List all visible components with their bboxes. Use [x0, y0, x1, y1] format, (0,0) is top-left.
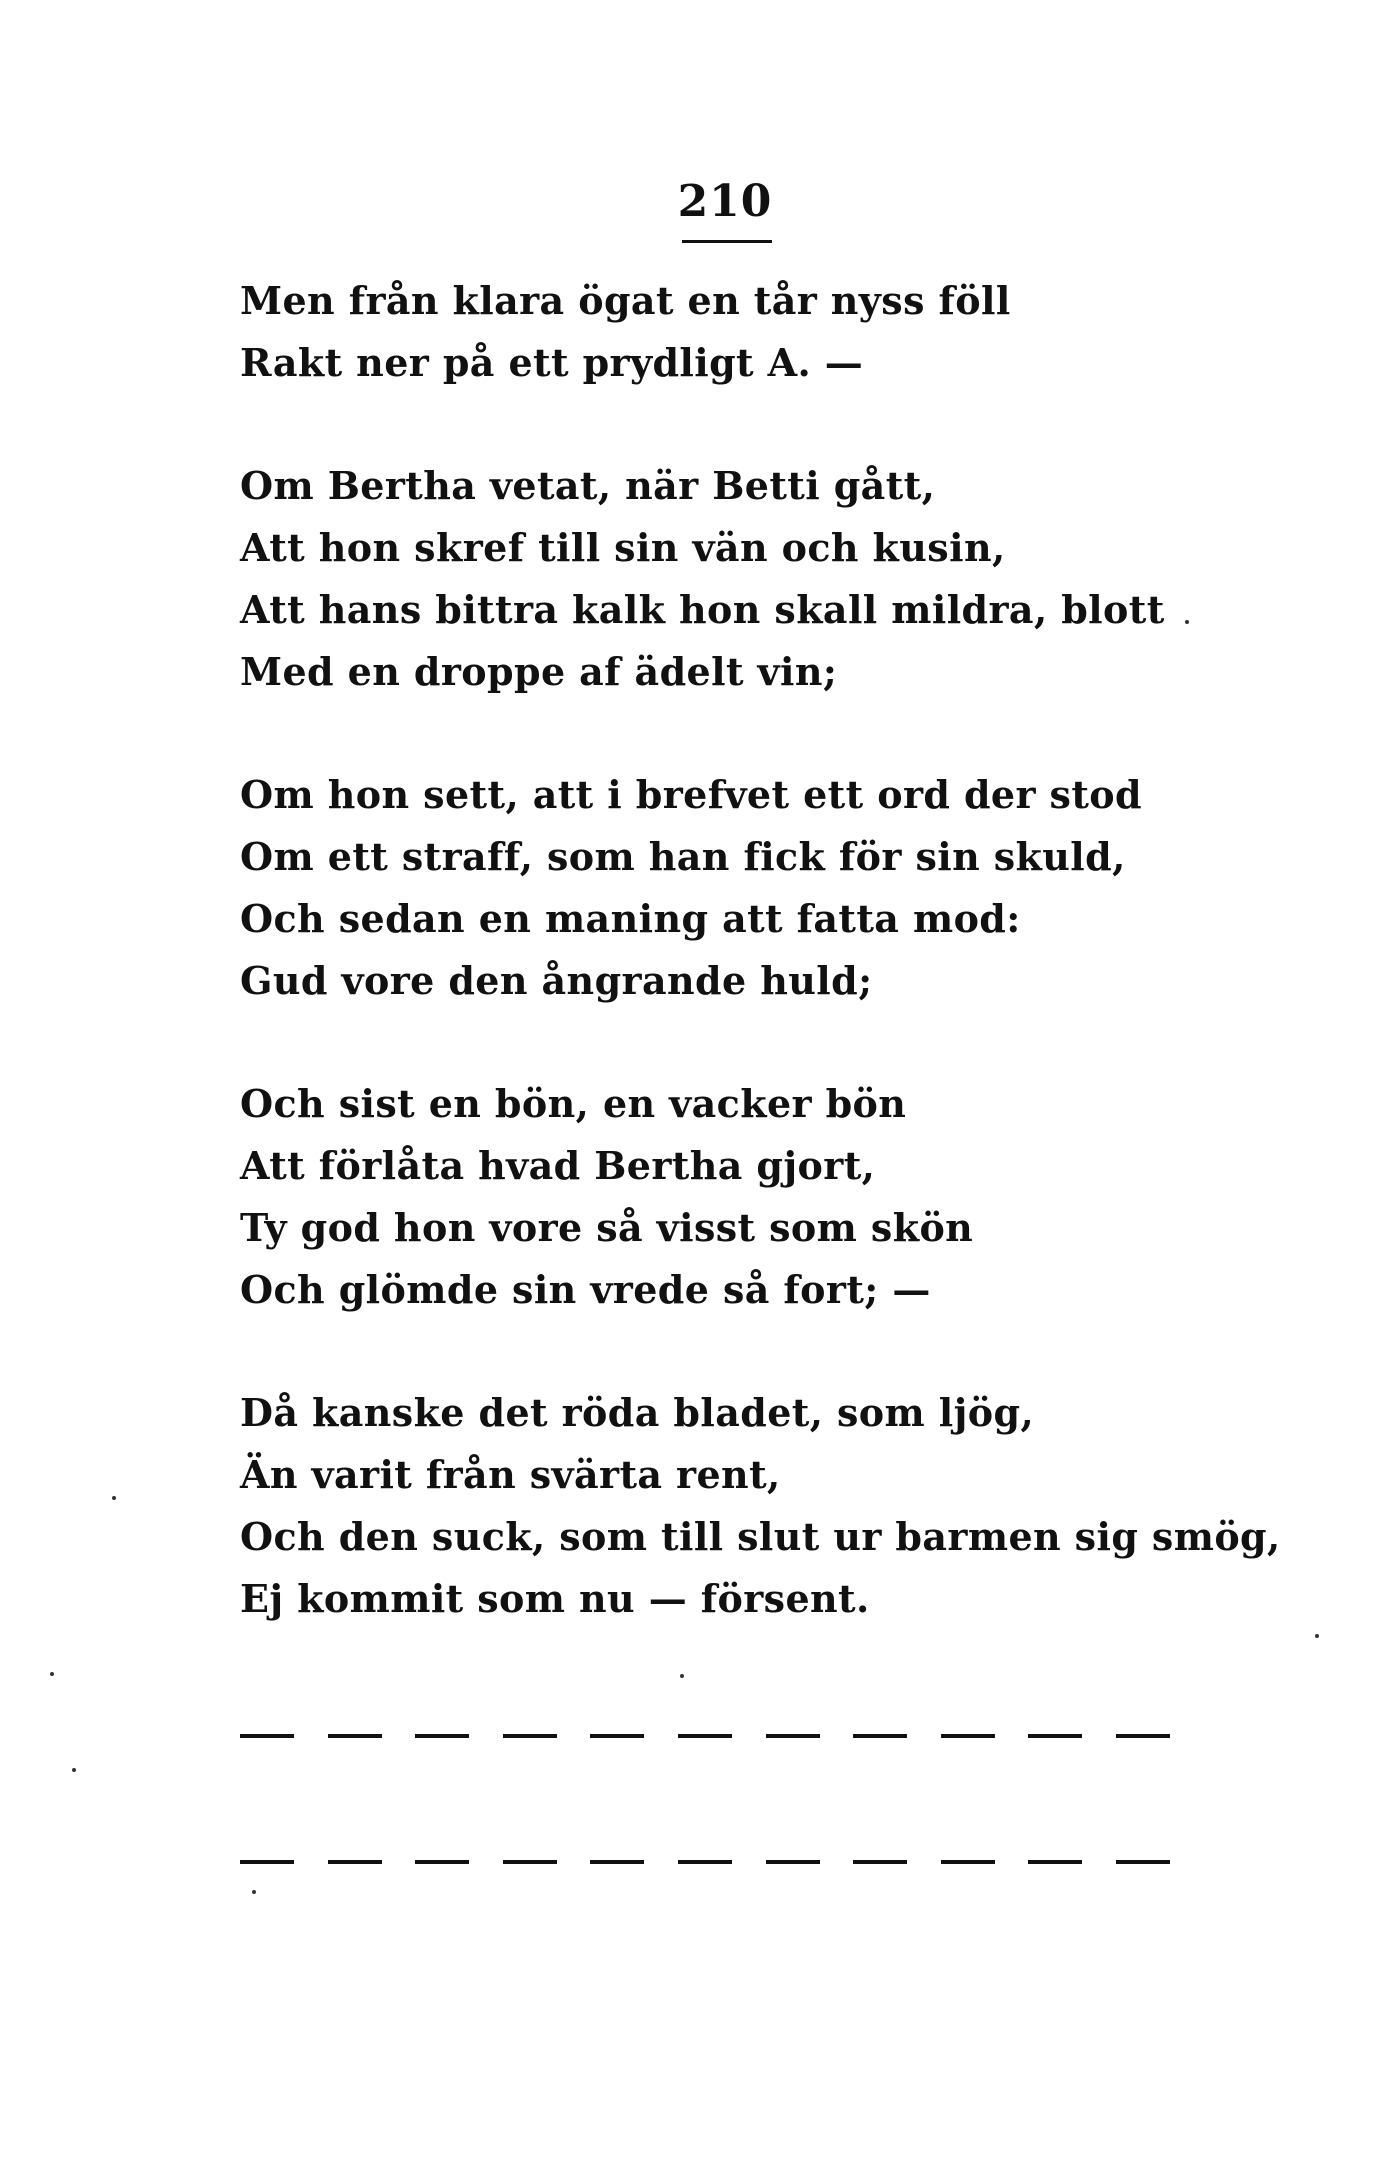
poem-line: Om hon sett, att i brefvet ett ord der stod: [240, 772, 1143, 817]
dash-mark: [1116, 1734, 1170, 1738]
poem-line: Om ett straff, som han fick för sin skuld,: [240, 834, 1126, 879]
stanza-2: [240, 455, 1240, 703]
dash-mark: [415, 1860, 469, 1864]
dash-mark: [503, 1860, 557, 1864]
poem-line: Att hon skref till sin vän och kusin,: [240, 525, 1006, 570]
print-speck: [1185, 620, 1189, 624]
dash-mark: [1116, 1860, 1170, 1864]
poem-line: Och glömde sin vrede så fort; —: [240, 1267, 931, 1312]
poem-line: Men från klara ögat en tår nyss föll: [240, 278, 1011, 323]
poem-line: Rakt ner på ett prydligt A. —: [240, 340, 864, 385]
page-number-underline: [682, 240, 772, 243]
print-speck: [680, 1674, 684, 1678]
dash-mark: [240, 1860, 294, 1864]
dash-mark: [678, 1734, 732, 1738]
dash-mark: [1028, 1860, 1082, 1864]
print-speck: [252, 1890, 256, 1894]
poem-line: Om Bertha vetat, när Betti gått,: [240, 463, 936, 508]
print-speck: [50, 1672, 54, 1676]
poem-line: Med en droppe af ädelt vin;: [240, 649, 838, 694]
ellipsis-dash-row: [240, 1860, 1170, 1864]
poem-line: Ty god hon vore så visst som skön: [240, 1205, 974, 1250]
stanza-5: [240, 1382, 1281, 1630]
poem-line: Och sedan en maning att fatta mod:: [240, 896, 1021, 941]
poem-line: Gud vore den ångrande huld;: [240, 958, 873, 1003]
poem-line: Än varit från svärta rent,: [240, 1452, 781, 1497]
ellipsis-dash-row: [240, 1734, 1170, 1738]
print-speck: [112, 1496, 116, 1500]
dash-mark: [503, 1734, 557, 1738]
dash-mark: [941, 1860, 995, 1864]
dash-mark: [766, 1860, 820, 1864]
poem-line: Ej kommit som nu — försent.: [240, 1576, 870, 1621]
poem-line: Och den suck, som till slut ur barmen sig smög,: [240, 1514, 1281, 1559]
dash-mark: [766, 1734, 820, 1738]
dash-mark: [941, 1734, 995, 1738]
dash-mark: [590, 1860, 644, 1864]
dash-mark: [590, 1734, 644, 1738]
print-speck: [72, 1768, 76, 1772]
stanza-3: [240, 764, 1240, 1012]
dash-mark: [328, 1860, 382, 1864]
dash-mark: [328, 1734, 382, 1738]
poem-line: Att hans bittra kalk hon skall mildra, blott: [240, 587, 1165, 632]
stanza-4: [240, 1073, 1240, 1321]
dash-mark: [853, 1860, 907, 1864]
dash-mark: [240, 1734, 294, 1738]
poem-line: Då kanske det röda bladet, som ljög,: [240, 1390, 1035, 1435]
dash-mark: [678, 1860, 732, 1864]
print-speck: [1315, 1634, 1319, 1638]
dash-mark: [853, 1734, 907, 1738]
dash-mark: [415, 1734, 469, 1738]
dash-mark: [1028, 1734, 1082, 1738]
poem-line: Att förlåta hvad Bertha gjort,: [240, 1143, 876, 1188]
page-number: 210: [677, 176, 773, 227]
poem: [240, 270, 1281, 1691]
stanza-1: [240, 270, 1240, 394]
poem-line: Och sist en bön, en vacker bön: [240, 1081, 907, 1126]
